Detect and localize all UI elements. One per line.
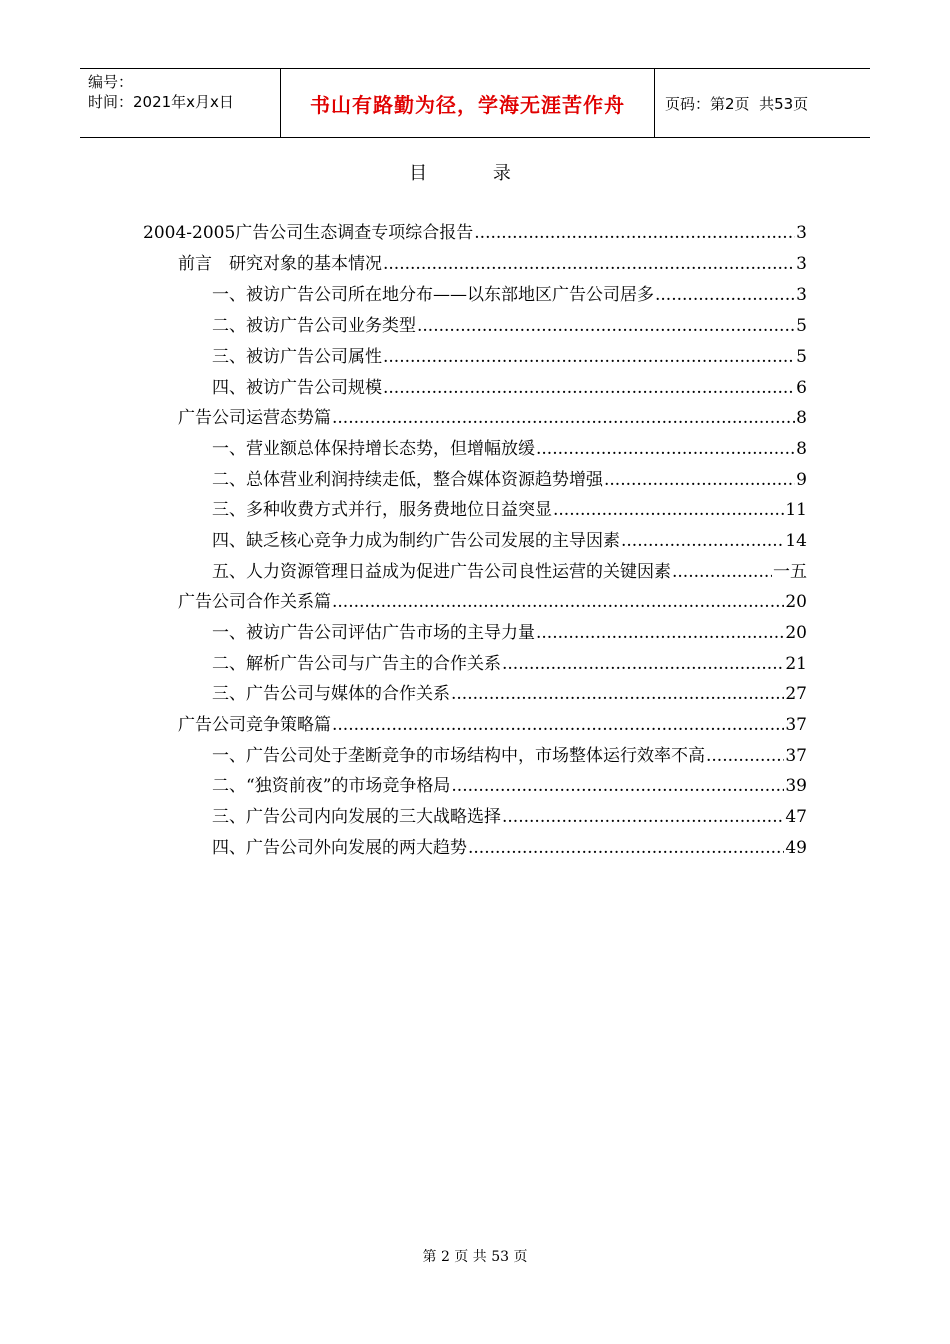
toc-entry-title: 2004-2005广告公司生态调查专项综合报告 [143, 223, 474, 243]
toc-leader [502, 802, 784, 832]
toc-entry-page: 37 [785, 746, 807, 766]
toc-entry-title: 广告公司运营态势篇 [178, 408, 331, 428]
toc-entry-page: 20 [785, 623, 807, 643]
toc-entry[interactable] [212, 434, 807, 464]
toc-entry[interactable] [212, 495, 807, 525]
toc-entry[interactable] [143, 218, 807, 248]
toc-leader [502, 649, 784, 679]
toc-entry[interactable] [212, 311, 807, 341]
toc-entry[interactable] [212, 679, 807, 709]
toc-entry-page: 39 [785, 776, 807, 796]
toc-entry[interactable] [178, 710, 807, 740]
toc-leader [383, 373, 795, 403]
toc-entry[interactable] [212, 802, 807, 832]
toc-entry-title: 二、解析广告公司与广告主的合作关系 [212, 654, 501, 674]
header-meta [80, 69, 281, 137]
toc-entry[interactable] [212, 526, 807, 556]
toc-leader [417, 311, 795, 341]
toc-entry-title: 二、被访广告公司业务类型 [212, 316, 416, 336]
toc-title-text: 目 录 [409, 163, 541, 184]
toc-entry[interactable] [178, 587, 807, 617]
toc-leader [536, 618, 784, 648]
toc-entry[interactable] [212, 833, 807, 863]
toc-entry-page: 6 [796, 378, 807, 398]
toc-leader [474, 218, 795, 248]
toc-entry[interactable] [212, 649, 807, 679]
toc-entry-page: 49 [785, 838, 807, 858]
toc-leader [672, 557, 772, 587]
toc-entry-title: 广告公司合作关系篇 [178, 592, 331, 612]
toc-entry[interactable] [212, 373, 807, 403]
toc-leader [451, 771, 784, 801]
toc-leader [468, 833, 784, 863]
toc-entry[interactable] [212, 280, 807, 310]
toc-entry-page: 8 [796, 439, 807, 459]
toc-entry-title: 二、总体营业利润持续走低，整合媒体资源趋势增强 [212, 470, 603, 490]
toc-entry-title: 二、“独资前夜”的市场竞争格局 [212, 776, 451, 796]
page-footer [0, 1246, 950, 1266]
page-header [80, 68, 870, 138]
toc-leader [332, 587, 784, 617]
toc-entry[interactable] [212, 342, 807, 372]
toc-entry-page: 9 [796, 470, 807, 490]
toc-entry[interactable] [178, 249, 807, 279]
toc-leader [604, 465, 795, 495]
toc-entry-title: 一、营业额总体保持增长态势，但增幅放缓 [212, 439, 535, 459]
toc-leader [536, 434, 795, 464]
toc-title [0, 159, 950, 185]
header-page-info [655, 69, 870, 137]
toc-entry-title: 一、广告公司处于垄断竞争的市场结构中，市场整体运行效率不高 [212, 746, 705, 766]
toc-leader [451, 679, 784, 709]
toc-entry-page: 3 [796, 254, 807, 274]
toc-entry-title: 一、被访广告公司所在地分布——以东部地区广告公司居多 [212, 285, 654, 305]
toc-entry-page: 20 [785, 592, 807, 612]
toc-entry-title: 三、广告公司与媒体的合作关系 [212, 684, 450, 704]
toc-entry-page: 27 [785, 684, 807, 704]
toc-entry-title: 三、多种收费方式并行，服务费地位日益突显 [212, 500, 552, 520]
toc-entry[interactable] [178, 403, 807, 433]
toc-entry-page: 14 [785, 531, 807, 551]
toc-entry-page: 3 [796, 223, 807, 243]
toc-entry-page: 5 [796, 347, 807, 367]
toc-entry-title: 四、广告公司外向发展的两大趋势 [212, 838, 467, 858]
toc-entry-title: 前言 研究对象的基本情况 [178, 254, 382, 274]
toc-entry-page: 47 [785, 807, 807, 827]
toc-entry-title: 广告公司竞争策略篇 [178, 715, 331, 735]
toc-entry-page: 8 [796, 408, 807, 428]
toc-entry[interactable] [212, 771, 807, 801]
toc-entry-title: 四、缺乏核心竞争力成为制约广告公司发展的主导因素 [212, 531, 620, 551]
toc-entry-title: 五、人力资源管理日益成为促进广告公司良性运营的关键因素 [212, 562, 671, 582]
toc-entry-page: 11 [785, 500, 807, 520]
toc-leader [332, 710, 784, 740]
date-label: 时间：2021年x月x日 [88, 93, 234, 111]
toc-entry-title: 三、广告公司内向发展的三大战略选择 [212, 807, 501, 827]
toc-entry-page: 5 [796, 316, 807, 336]
toc-entry[interactable] [212, 741, 807, 771]
code-label: 编号： [88, 73, 134, 91]
toc-leader [655, 280, 795, 310]
toc-entry-title: 一、被访广告公司评估广告市场的主导力量 [212, 623, 535, 643]
header-motto: 书山有路勤为径，学海无涯苦作舟 [281, 69, 655, 137]
toc-leader [383, 342, 795, 372]
toc-entry-title: 四、被访广告公司规模 [212, 378, 382, 398]
toc-entry-page: 一五 [773, 562, 807, 582]
toc-entry-page: 37 [785, 715, 807, 735]
toc-leader [706, 741, 784, 771]
toc-entry[interactable] [212, 557, 807, 587]
toc-entry-page: 3 [796, 285, 807, 305]
footer-page-number: 第 2 页 共 53 页 [422, 1249, 528, 1265]
toc-entry[interactable] [212, 465, 807, 495]
toc-entry-page: 21 [785, 654, 807, 674]
toc-leader [621, 526, 784, 556]
page-info-text: 页码：第2页 共53页 [665, 94, 809, 113]
toc-entry[interactable] [212, 618, 807, 648]
toc-leader [553, 495, 784, 525]
toc-leader [383, 249, 795, 279]
toc-leader [332, 403, 795, 433]
toc-entry-title: 三、被访广告公司属性 [212, 347, 382, 367]
